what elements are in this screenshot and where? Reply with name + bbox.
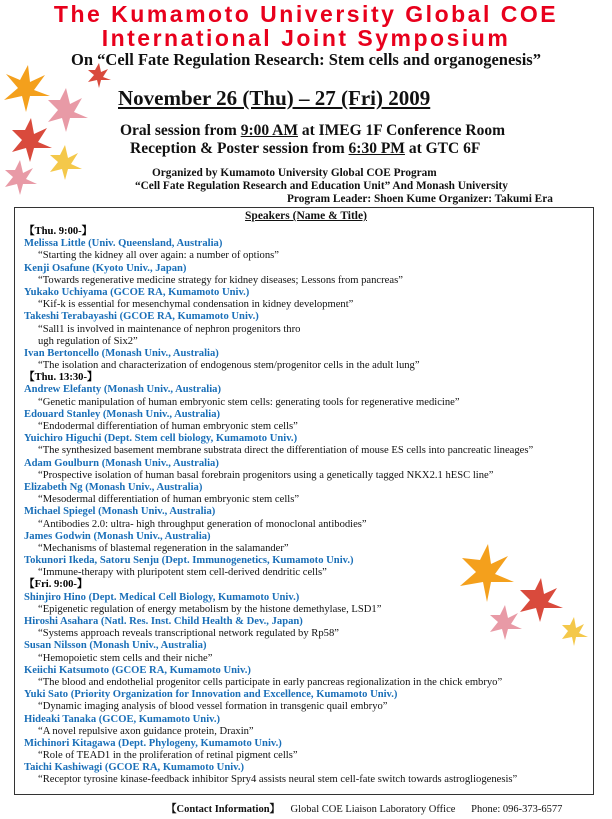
talk-title: “Endodermal differentiation of human embryonic stem cells”: [38, 421, 298, 432]
contact-label: 【Contact Information】: [166, 804, 281, 815]
talk-title: “Antibodies 2.0: ultra- high throughput generation of monoclonal antibodies”: [38, 518, 367, 530]
speaker-name: Michael Spiegel (Monash Univ., Australia): [24, 506, 216, 518]
oral-session-time: 9:00 AM: [240, 122, 298, 139]
oral-session-suffix: at IMEG 1F Conference Room: [297, 122, 506, 139]
poster-session-line: [130, 140, 480, 158]
speaker-name: Takeshi Terabayashi (GCOE RA, Kumamoto Univ.): [24, 311, 259, 323]
speaker-name: Melissa Little (Univ. Queensland, Australia): [24, 238, 223, 250]
subtitle: On “Cell Fate Regulation Research: Stem cells and organogenesis”: [71, 50, 541, 69]
speaker-name: Ivan Bertoncello (Monash Univ., Australia): [24, 347, 219, 359]
speaker-name: Adam Goulburn (Monash Univ., Australia): [24, 457, 219, 469]
talk-title: “Receptor tyrosine kinase-feedback inhibitor Spry4 assists neural stem cell-fate switch towards astrogliogenesis”: [38, 774, 518, 786]
speaker-name: Michinori Kitagawa (Dept. Phylogeny, Kumamoto Univ.): [24, 737, 282, 749]
speaker-name: James Godwin (Monash Univ., Australia): [24, 530, 211, 542]
session-heading: 【Thu. 13:30-】: [24, 372, 98, 384]
organizer-line-1: Organized by Kumamoto University Global COE Program: [152, 167, 437, 179]
speaker-name: Susan Nilsson (Monash Univ., Australia): [24, 640, 207, 652]
title-line-2: International Joint Symposium: [101, 25, 511, 51]
speaker-name: Kenji Osafune (Kyoto Univ., Japan): [24, 262, 187, 274]
speaker-name: Yuichiro Higuchi (Dept. Stem cell biology, Kumamoto Univ.): [24, 433, 298, 445]
talk-title: “Epigenetic regulation of energy metabolism by the histone demethylase, LSD1”: [38, 603, 382, 615]
talk-title: “Dynamic imaging analysis of blood vessel formation in transgenic quail embryo”: [38, 701, 388, 713]
speaker-name: Tokunori Ikeda, Satoru Senju (Dept. Immunogenetics, Kumamoto Univ.): [24, 555, 354, 567]
talk-title: “Starting the kidney all over again: a number of options”: [38, 250, 279, 262]
speaker-name: Taichi Kashiwagi (GCOE RA, Kumamoto Univ.): [24, 762, 245, 774]
speaker-name: Yuki Sato (Priority Organization for Innovation and Excellence, Kumamoto Univ.): [24, 689, 398, 701]
speaker-name: Andrew Elefanty (Monash Univ., Australia): [24, 384, 221, 396]
speakers-heading: Speakers (Name & Title): [245, 210, 367, 222]
talk-title: “Systems approach reveals transcriptional network regulated by Rp58”: [38, 628, 339, 640]
talk-title: “Immune-therapy with pluripotent stem cell-derived dendritic cells”: [38, 567, 327, 579]
talk-title: “Kif-k is essential for mesenchymal condensation in kidney development”: [38, 299, 354, 311]
speaker-name: Shinjiro Hino (Dept. Medical Cell Biology, Kumamoto Univ.): [24, 591, 300, 603]
speaker-name: Edouard Stanley (Monash Univ., Australia): [24, 408, 221, 420]
speaker-name: Hiroshi Asahara (Natl. Res. Inst. Child Health & Dev., Japan): [24, 616, 303, 627]
talk-title: “Mechanisms of blastemal regeneration in the salamander”: [38, 542, 289, 554]
poster-session-suffix: at GTC 6F: [404, 140, 481, 157]
talk-title: “Mesodermal differentiation of human embryonic stem cells”: [38, 494, 300, 506]
event-date: November 26 (Thu) – 27 (Fri) 2009: [118, 86, 431, 110]
talk-title: “Genetic manipulation of human embryonic stem cells: generating tools for regenerative medicine”: [38, 396, 460, 408]
talk-title: “Towards regenerative medicine strategy for kidney diseases; Lessons from pancreas”: [38, 274, 403, 286]
speaker-name: Keiichi Katsumoto (GCOE RA, Kumamoto Univ.): [24, 664, 251, 676]
organizer-line-3: Program Leader: Shoen Kume Organizer: Takumi Era: [287, 193, 553, 205]
oral-session-line: [120, 122, 505, 140]
poster-session-time: 6:30 PM: [348, 140, 405, 157]
speakers-list: [24, 226, 594, 787]
talk-title: ugh regulation of Six2”: [38, 335, 138, 347]
talk-title: “Prospective isolation of human basal forebrain progenitors using a genetically tagged NKX2.1 hESC line”: [38, 469, 494, 481]
talk-title: “Hemopoietic stem cells and their niche”: [38, 652, 213, 664]
contact-office: Global COE Liaison Laboratory Office: [290, 804, 456, 815]
session-heading: 【Thu. 9:00-】: [24, 226, 93, 237]
talk-title: “A novel repulsive axon guidance protein, Draxin”: [38, 725, 254, 737]
autumn-leaves-left-decoration: [0, 60, 120, 210]
organizer-line-2: “Cell Fate Regulation Research and Education Unit” And Monash University: [135, 180, 508, 192]
oral-session-prefix: Oral session from: [120, 122, 241, 139]
talk-title: “The isolation and characterization of endogenous stem/progenitor cells in the adult lung”: [38, 360, 420, 372]
title-line-1: The Kumamoto University Global COE: [53, 1, 559, 27]
speaker-name: Hideaki Tanaka (GCOE, Kumamoto Univ.): [24, 713, 221, 725]
talk-title: “Sall1 is involved in maintenance of nephron progenitors thro: [38, 323, 301, 335]
poster-session-prefix: Reception & Poster session from: [130, 140, 349, 157]
speaker-name: Elizabeth Ng (Monash Univ., Australia): [24, 481, 203, 493]
contact-phone: Phone: 096-373-6577: [471, 804, 563, 815]
contact-information: [166, 801, 562, 816]
session-heading: 【Fri. 9:00-】: [24, 579, 88, 591]
talk-title: “Role of TEAD1 in the proliferation of retinal pigment cells”: [38, 750, 298, 762]
speaker-name: Yukako Uchiyama (GCOE RA, Kumamoto Univ.): [24, 286, 250, 298]
talk-title: “The blood and endothelial progenitor cells participate in early pancreas regionalization in the chick embryo”: [38, 676, 503, 688]
talk-title: “The synthesized basement membrane substrata direct the differentiation of mouse ES cells into pancreatic lineages”: [38, 445, 534, 457]
